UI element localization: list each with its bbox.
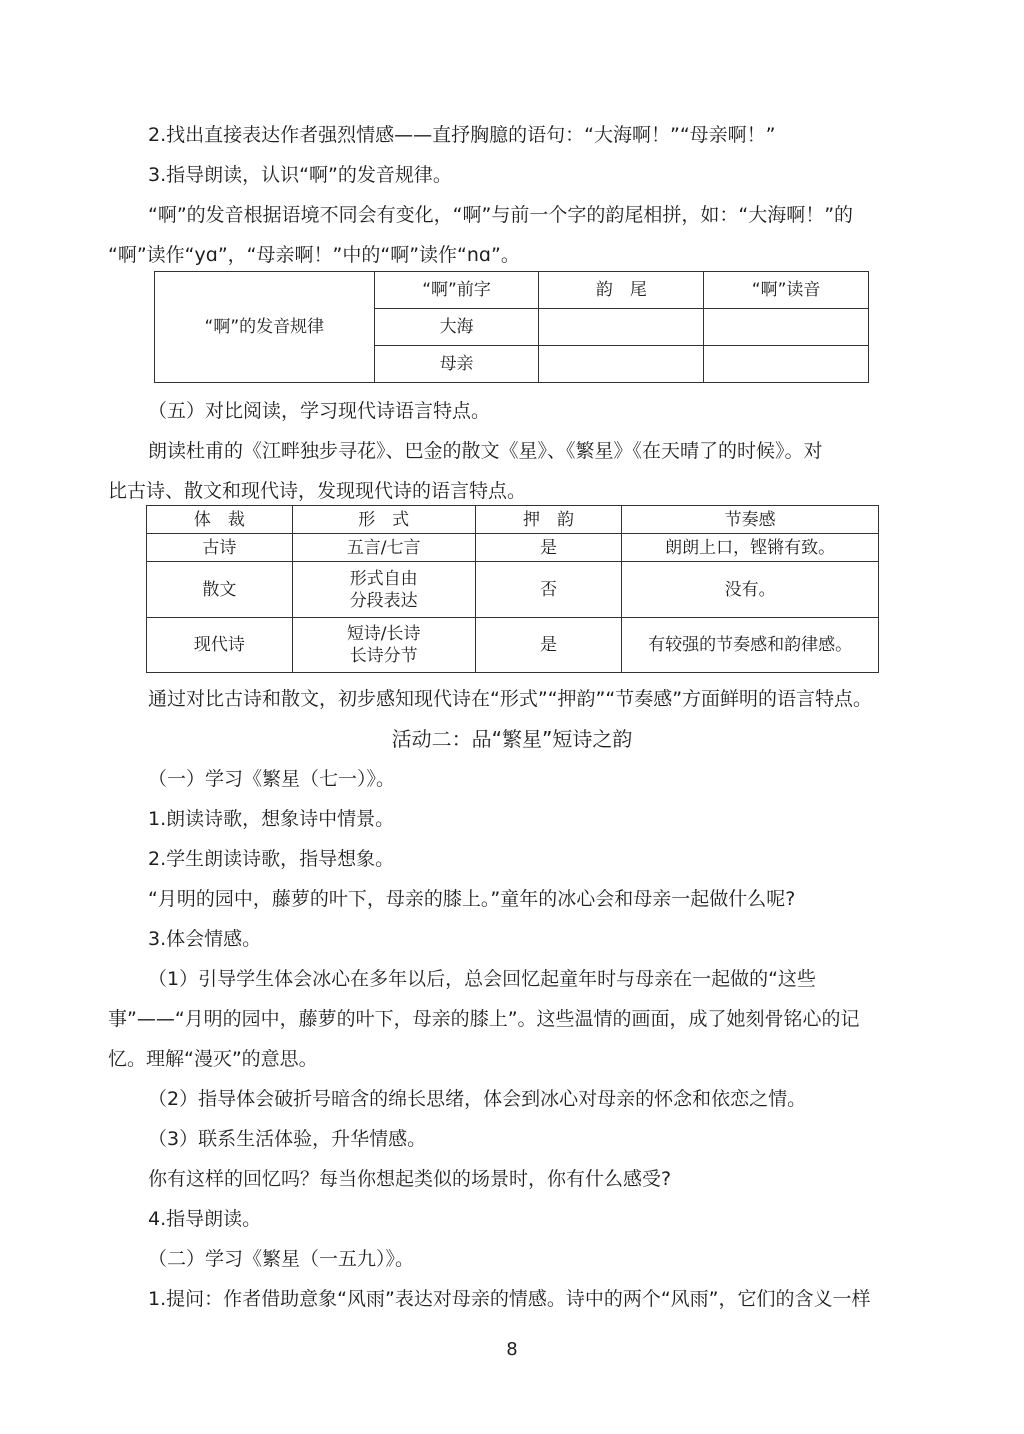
paragraph: 朗读杜甫的《江畔独步寻花》、巴金的散文《星》、《繁星》《在天晴了的时候》。对 — [148, 440, 823, 462]
table-header: 体 裁 — [147, 506, 293, 534]
form-cell — [292, 562, 475, 618]
genre-comparison-table — [146, 505, 879, 673]
paragraph: “啊”读作“yɑ”，“母亲啊！”中的“啊”读作“nɑ”。 — [108, 244, 520, 266]
rhythm-cell: 有较强的节奏感和韵律感。 — [622, 618, 879, 673]
table-header: “啊”前字 — [374, 272, 539, 309]
table-row-label: “啊”的发音规律 — [155, 272, 375, 383]
paragraph: 2.学生朗读诗歌，指导想象。 — [148, 848, 395, 870]
rhyme-cell: 是 — [475, 618, 622, 673]
table-header: 押 韵 — [475, 506, 622, 534]
genre-cell: 现代诗 — [147, 618, 293, 673]
table-cell: 母亲 — [374, 346, 539, 383]
table-header: “啊”读音 — [704, 272, 869, 309]
table-row — [147, 562, 879, 618]
paragraph: 忆。理解“漫灭”的意思。 — [108, 1048, 318, 1070]
table-header: 形 式 — [292, 506, 475, 534]
paragraph: 事”——“月明的园中，藤萝的叶下，母亲的膝上”。这些温情的画面，成了她刻骨铭心的记 — [108, 1008, 860, 1030]
paragraph: 3.体会情感。 — [148, 928, 262, 950]
paragraph: （2）指导体会破折号暗含的绵长思绪，体会到冰心对母亲的怀念和依恋之情。 — [148, 1088, 807, 1110]
table-header: 韵 尾 — [539, 272, 704, 309]
form-line: 长诗分节 — [349, 646, 418, 666]
rhyme-cell: 是 — [475, 534, 622, 562]
paragraph: 1.朗读诗歌，想象诗中情景。 — [148, 808, 395, 830]
table-cell — [539, 346, 704, 383]
table-row — [147, 618, 879, 673]
table-cell — [539, 309, 704, 346]
activity-title: 活动二：品“繁星”短诗之韵 — [391, 727, 633, 751]
form-cell — [292, 618, 475, 673]
table-header: 节奏感 — [622, 506, 879, 534]
table-cell — [704, 346, 869, 383]
table-cell: 大海 — [374, 309, 539, 346]
genre-cell: 散文 — [147, 562, 293, 618]
page-number: 8 — [506, 1339, 518, 1360]
paragraph: 3.指导朗读，认识“啊”的发音规律。 — [148, 164, 452, 186]
table-row — [147, 534, 879, 562]
rhythm-cell: 朗朗上口，铿锵有致。 — [622, 534, 879, 562]
form-cell — [292, 534, 475, 562]
section-heading: （二）学习《繁星（一五九）》。 — [148, 1248, 415, 1270]
paragraph: 2.找出直接表达作者强烈情感——直抒胸臆的语句：“大海啊！”“母亲啊！” — [148, 124, 776, 146]
paragraph: （3）联系生活体验，升华情感。 — [148, 1128, 427, 1150]
paragraph: “啊”的发音根据语境不同会有变化，“啊”与前一个字的韵尾相拼，如：“大海啊！”的 — [148, 204, 854, 226]
section-heading: （一）学习《繁星（七一）》。 — [148, 768, 396, 790]
pronunciation-table — [154, 271, 869, 383]
rhythm-cell: 没有。 — [622, 562, 879, 618]
paragraph: “月明的园中，藤萝的叶下，母亲的膝上。”童年的冰心会和母亲一起做什么呢? — [148, 888, 796, 910]
rhyme-cell: 否 — [475, 562, 622, 618]
paragraph: 1.提问：作者借助意象“风雨”表达对母亲的情感。诗中的两个“风雨”，它们的含义一样 — [148, 1288, 871, 1310]
paragraph: （1）引导学生体会冰心在多年以后，总会回忆起童年时与母亲在一起做的“这些 — [148, 968, 816, 990]
genre-cell: 古诗 — [147, 534, 293, 562]
paragraph: 比古诗、散文和现代诗，发现现代诗的语言特点。 — [108, 480, 527, 502]
form-line: 分段表达 — [349, 590, 418, 611]
form-line: 形式自由 — [349, 568, 418, 589]
table-cell — [704, 309, 869, 346]
paragraph: 4.指导朗读。 — [148, 1208, 262, 1230]
form-line: 五言/七言 — [346, 537, 421, 558]
form-line: 短诗/长诗 — [346, 624, 421, 644]
paragraph: 通过对比古诗和散文，初步感知现代诗在“形式”“押韵”“节奏感”方面鲜明的语言特点。 — [148, 688, 873, 710]
paragraph: 你有这样的回忆吗？每当你想起类似的场景时，你有什么感受? — [148, 1168, 672, 1190]
section-heading: （五）对比阅读，学习现代诗语言特点。 — [148, 400, 491, 422]
